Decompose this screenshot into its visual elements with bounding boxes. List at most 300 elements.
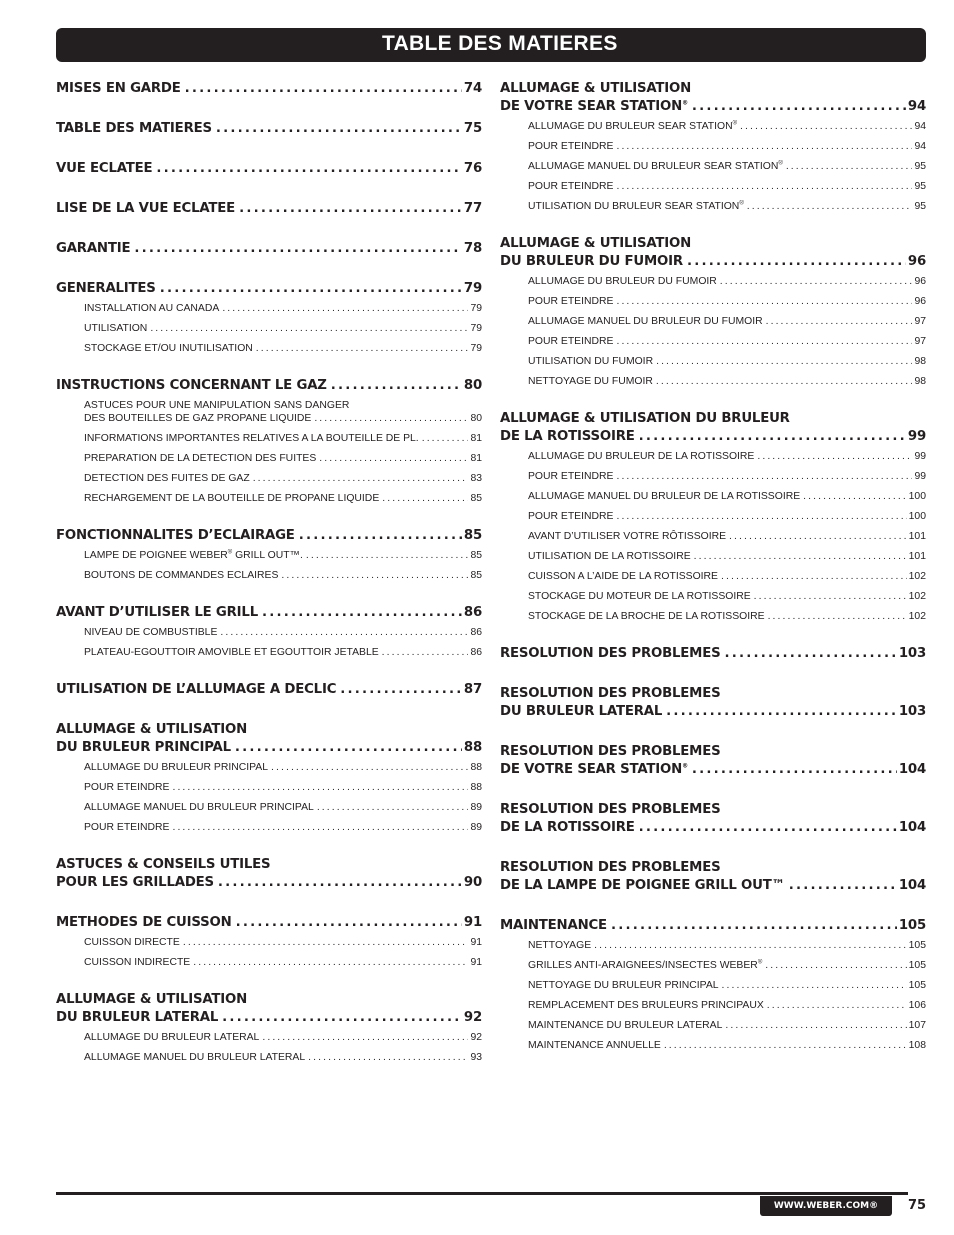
toc-heading-line: RESOLUTION DES PROBLEMES — [500, 686, 721, 701]
dot-leader — [616, 180, 912, 193]
dot-leader — [656, 375, 913, 388]
toc-section — [56, 991, 482, 1064]
toc-subentry-label — [84, 1031, 259, 1044]
toc-subentry[interactable] — [528, 1019, 926, 1032]
dot-leader — [172, 781, 468, 794]
toc-subentry-text: ALLUMAGE DU BRULEUR PRINCIPAL — [84, 762, 268, 773]
toc-page-number: 100 — [908, 511, 926, 522]
toc-page-number: 104 — [898, 820, 926, 835]
dot-leader — [692, 761, 897, 779]
registered-mark: ® — [739, 200, 744, 207]
toc-section — [500, 645, 926, 663]
toc-subentry-text: REMPLACEMENT DES BRULEURS PRINCIPAUX — [528, 1000, 764, 1011]
toc-subentry[interactable] — [528, 999, 926, 1012]
toc-page-number: 77 — [463, 201, 482, 216]
toc-subentry[interactable] — [528, 140, 926, 153]
toc-heading-label — [56, 527, 295, 545]
toc-page-number: 91 — [470, 957, 482, 968]
toc-subentry-label — [528, 510, 613, 523]
toc-heading[interactable] — [56, 240, 482, 258]
toc-subentry-label — [528, 959, 762, 972]
toc-subentry-label — [84, 821, 169, 834]
dot-leader — [262, 604, 462, 622]
dot-leader — [150, 322, 468, 335]
dot-leader — [692, 98, 906, 116]
toc-heading-text: DE LA ROTISSOIRE — [500, 820, 635, 835]
toc-page-number: 86 — [470, 647, 482, 658]
toc-page-number: 103 — [898, 646, 926, 661]
dot-leader — [218, 874, 462, 892]
toc-heading-text: RESOLUTION DES PROBLEMES — [500, 646, 721, 661]
dot-leader — [786, 160, 913, 173]
toc-section — [56, 527, 482, 582]
dot-leader — [220, 626, 468, 639]
toc-subentry-text: AVANT D’UTILISER VOTRE RÔTISSOIRE — [528, 531, 727, 542]
toc-subentry[interactable] — [528, 959, 926, 972]
toc-heading-text: DU BRULEUR DU FUMOIR — [500, 254, 683, 269]
dot-leader — [306, 549, 469, 562]
toc-page-number: 98 — [914, 356, 926, 367]
toc-heading[interactable] — [500, 253, 926, 271]
registered-mark: ® — [682, 762, 688, 770]
toc-heading[interactable] — [500, 98, 926, 116]
toc-heading-label — [56, 604, 258, 622]
dot-leader — [216, 120, 462, 138]
toc-page-number: 88 — [470, 782, 482, 793]
toc-subentry-label — [528, 140, 613, 153]
toc-subentry-label — [528, 979, 719, 992]
toc-page-number: 94 — [907, 99, 926, 114]
dot-leader — [616, 295, 912, 308]
toc-section — [56, 856, 482, 892]
toc-heading[interactable] — [56, 120, 482, 138]
toc-page-number: 92 — [470, 1032, 482, 1043]
toc-subentry[interactable] — [84, 761, 482, 774]
toc-subentry[interactable] — [528, 160, 926, 173]
toc-heading[interactable] — [500, 877, 926, 895]
dot-leader — [382, 646, 469, 659]
dot-leader — [134, 240, 462, 258]
toc-subentry[interactable] — [84, 1031, 482, 1044]
toc-subentry[interactable] — [84, 322, 482, 335]
dot-leader — [656, 355, 912, 368]
toc-page-number: 96 — [907, 254, 926, 269]
dot-leader — [281, 569, 468, 582]
toc-subentry-label — [528, 570, 718, 583]
dot-leader — [687, 253, 906, 271]
toc-subentry-text: RECHARGEMENT DE LA BOUTEILLE DE PROPANE LIQUIDE — [84, 493, 380, 504]
toc-subentry-text: LAMPE DE POIGNEE WEBER — [84, 550, 228, 561]
toc-heading[interactable] — [500, 645, 926, 663]
toc-subentry[interactable] — [528, 180, 926, 193]
toc-subentry-label — [84, 432, 419, 445]
toc-sublist — [84, 549, 482, 582]
toc-heading[interactable] — [500, 428, 926, 446]
dot-leader — [172, 821, 468, 834]
toc-subentry-label — [528, 295, 613, 308]
toc-subentry[interactable] — [528, 315, 926, 328]
toc-subentry[interactable] — [84, 549, 482, 562]
toc-sublist — [84, 1031, 482, 1064]
toc-page-number: 86 — [470, 627, 482, 638]
toc-heading-line: ALLUMAGE & UTILISATION — [56, 992, 248, 1007]
toc-section — [56, 240, 482, 258]
toc-page-number: 99 — [907, 429, 926, 444]
dot-leader — [236, 914, 462, 932]
toc-subentry[interactable] — [528, 550, 926, 563]
toc-subentry[interactable] — [84, 1051, 482, 1064]
toc-subentry[interactable] — [84, 956, 482, 969]
dot-leader — [616, 140, 912, 153]
toc-subentry[interactable] — [528, 979, 926, 992]
toc-subentry[interactable] — [84, 626, 482, 639]
toc-section — [500, 743, 926, 779]
toc-subentry[interactable] — [84, 646, 482, 659]
toc-subentry-label — [528, 355, 653, 368]
toc-subentry[interactable] — [528, 570, 926, 583]
toc-heading-line: RESOLUTION DES PROBLEMES — [500, 744, 721, 759]
toc-heading-line: ASTUCES & CONSEILS UTILES — [56, 857, 271, 872]
toc-subentry[interactable] — [528, 200, 926, 213]
toc-heading-label — [500, 877, 785, 895]
toc-subentry-text: NETTOYAGE — [528, 940, 592, 951]
toc-subentry-label — [528, 120, 737, 133]
toc-subentry[interactable] — [84, 302, 482, 315]
toc-heading[interactable] — [500, 819, 926, 837]
toc-subentry[interactable] — [84, 569, 482, 582]
toc-page-number: 78 — [463, 241, 482, 256]
toc-subentry[interactable] — [84, 821, 482, 834]
toc-section — [56, 721, 482, 834]
toc-subentry-label — [84, 472, 250, 485]
toc-subentry-text: ALLUMAGE DU BRULEUR DE LA ROTISSOIRE — [528, 451, 755, 462]
toc-page-number: 105 — [908, 940, 926, 951]
toc-section — [56, 80, 482, 98]
toc-page-number: 101 — [908, 551, 926, 562]
toc-page-number: 85 — [470, 570, 482, 581]
toc-page-number: 79 — [470, 323, 482, 334]
toc-heading[interactable] — [56, 739, 482, 757]
dot-leader — [222, 1009, 462, 1027]
dot-leader — [789, 877, 897, 895]
dot-leader — [616, 510, 906, 523]
toc-page-number: 97 — [914, 336, 926, 347]
toc-page-number: 106 — [908, 1000, 926, 1011]
toc-page-number: 80 — [463, 378, 482, 393]
toc-subentry-text: ALLUMAGE DU BRULEUR LATERAL — [84, 1032, 260, 1043]
toc-subentry-label — [84, 761, 268, 774]
toc-heading[interactable] — [56, 1009, 482, 1027]
dot-leader — [308, 1051, 468, 1064]
toc-subentry[interactable] — [84, 492, 482, 505]
toc-heading[interactable] — [56, 874, 482, 892]
toc-subentry-label — [528, 450, 754, 463]
toc-heading-text: TABLE DES MATIERES — [56, 121, 212, 136]
toc-page-number: 108 — [908, 1040, 926, 1051]
toc-heading-label — [500, 761, 688, 779]
toc-subentry[interactable] — [84, 432, 482, 445]
toc-subentry[interactable] — [528, 510, 926, 523]
dot-leader — [156, 160, 461, 178]
toc-page-number: 102 — [908, 611, 926, 622]
toc-subentry-label — [84, 569, 278, 582]
toc-page-number: 94 — [914, 121, 926, 132]
dot-leader — [720, 275, 913, 288]
toc-subentry[interactable] — [84, 412, 482, 425]
toc-subentry-text: NETTOYAGE DU BRULEUR PRINCIPAL — [528, 980, 719, 991]
toc-subentry-label — [84, 1051, 305, 1064]
toc-subentry-text: CUISSON INDIRECTE — [84, 957, 191, 968]
toc-sublist — [84, 936, 482, 969]
toc-heading-label — [500, 645, 720, 663]
toc-heading-text: GARANTIE — [56, 241, 131, 256]
dot-leader — [239, 200, 462, 218]
toc-heading-label — [500, 819, 635, 837]
toc-heading[interactable] — [56, 200, 482, 218]
dot-leader — [664, 1039, 907, 1052]
toc-subentry[interactable] — [528, 470, 926, 483]
toc-subentry-label — [84, 646, 379, 659]
toc-section — [500, 410, 926, 623]
toc-page-number: 95 — [914, 161, 926, 172]
dot-leader — [340, 681, 462, 699]
toc-heading[interactable] — [56, 160, 482, 178]
toc-heading-line: ALLUMAGE & UTILISATION — [500, 81, 692, 96]
dot-leader — [724, 645, 896, 663]
dot-leader — [616, 335, 912, 348]
dot-leader — [765, 959, 906, 972]
toc-subentry-label — [528, 315, 763, 328]
footer-url[interactable]: WWW.WEBER.COM® — [760, 1196, 892, 1216]
dot-leader — [725, 1019, 906, 1032]
dot-leader — [317, 801, 469, 814]
dot-leader — [183, 936, 469, 949]
toc-heading-text: DE LA LAMPE DE POIGNEE GRILL OUT™ — [500, 878, 785, 893]
toc-heading-text: GENERALITES — [56, 281, 156, 296]
toc-heading[interactable] — [56, 527, 482, 545]
toc-subentry[interactable] — [84, 452, 482, 465]
toc-section — [500, 917, 926, 1052]
dot-leader — [611, 917, 897, 935]
dot-leader — [193, 956, 468, 969]
toc-heading-label — [56, 1009, 218, 1027]
toc-heading-label — [56, 200, 235, 218]
toc-subentry-label — [528, 939, 591, 952]
toc-subentry-label — [528, 160, 783, 173]
registered-mark: ® — [682, 99, 688, 107]
toc-page-number: 88 — [463, 740, 482, 755]
toc-subentry[interactable] — [528, 335, 926, 348]
toc-heading[interactable] — [56, 377, 482, 395]
toc-heading[interactable] — [500, 917, 926, 935]
toc-page-number: 103 — [898, 704, 926, 719]
toc-heading-text: DU BRULEUR PRINCIPAL — [56, 740, 231, 755]
toc-subentry-text: INFORMATIONS IMPORTANTES RELATIVES A LA BOUTEILLE DE PL. — [84, 433, 419, 444]
toc-heading-text: DU BRULEUR LATERAL — [56, 1010, 219, 1025]
dot-leader — [767, 999, 907, 1012]
dot-leader — [616, 470, 912, 483]
toc-heading-text: MISES EN GARDE — [56, 81, 181, 96]
title-bar — [56, 28, 926, 62]
toc-subentry-text: POUR ETEINDRE — [528, 471, 614, 482]
toc-heading-text: INSTRUCTIONS CONCERNANT LE GAZ — [56, 378, 327, 393]
toc-subentry-text: POUR ETEINDRE — [528, 511, 614, 522]
toc-subentry[interactable] — [84, 781, 482, 794]
toc-heading[interactable] — [56, 914, 482, 932]
dot-leader — [721, 570, 907, 583]
toc-subentry[interactable] — [528, 490, 926, 503]
toc-subentry[interactable] — [528, 295, 926, 308]
toc-section — [56, 681, 482, 699]
toc-page-number: 95 — [914, 181, 926, 192]
toc-subentry-label — [84, 412, 311, 425]
toc-subentry-label — [84, 302, 219, 315]
toc-section — [500, 801, 926, 837]
toc-subentry[interactable] — [84, 936, 482, 949]
toc-subentry-text: UTILISATION DU BRULEUR SEAR STATION — [528, 201, 740, 212]
toc-heading-label — [56, 120, 212, 138]
toc-heading[interactable] — [500, 703, 926, 721]
toc-section — [56, 120, 482, 138]
dot-leader — [160, 280, 462, 298]
toc-subentry-label — [528, 1019, 722, 1032]
toc-subentry[interactable] — [84, 342, 482, 355]
toc-sublist — [84, 626, 482, 659]
toc-page-number: 96 — [914, 276, 926, 287]
toc-subentry-label — [84, 492, 379, 505]
toc-subentry-text: ALLUMAGE MANUEL DU BRULEUR DE LA ROTISSOIRE — [528, 491, 801, 502]
toc-subentry[interactable] — [528, 1039, 926, 1052]
toc-heading-text: DE VOTRE SEAR STATION — [500, 762, 683, 777]
toc-subentry-text: ALLUMAGE MANUEL DU BRULEUR PRINCIPAL — [84, 802, 314, 813]
toc-page-number: 81 — [470, 433, 482, 444]
toc-subentry[interactable] — [528, 450, 926, 463]
toc-page-number: 79 — [463, 281, 482, 296]
toc-sublist — [528, 450, 926, 623]
toc-subentry-label — [84, 452, 316, 465]
dot-leader — [754, 590, 907, 603]
toc-subentry[interactable] — [84, 801, 482, 814]
registered-mark: ® — [227, 549, 233, 556]
toc-subentry[interactable] — [528, 530, 926, 543]
toc-subentry[interactable] — [528, 590, 926, 603]
toc-subentry-text: STOCKAGE ET/OU INUTILISATION — [84, 343, 253, 354]
dot-leader — [803, 490, 907, 503]
toc-subentry[interactable] — [528, 355, 926, 368]
toc-section — [500, 685, 926, 721]
toc-subentry-label — [84, 549, 303, 562]
dot-leader — [256, 342, 469, 355]
dot-leader — [319, 452, 468, 465]
dot-leader — [666, 703, 897, 721]
toc-subentry-text: UTILISATION DE LA ROTISSOIRE — [528, 551, 691, 562]
dot-leader — [382, 492, 468, 505]
toc-subentry-label — [84, 342, 253, 355]
toc-heading-line: ALLUMAGE & UTILISATION DU BRULEUR — [500, 411, 790, 426]
toc-heading[interactable] — [56, 681, 482, 699]
toc-page-number: 80 — [470, 413, 482, 424]
toc-page-number: 92 — [463, 1010, 482, 1025]
toc-page-number: 81 — [470, 453, 482, 464]
toc-subentry-text: GRILL OUT™. — [232, 550, 303, 561]
toc-subentry-text: ALLUMAGE MANUEL DU BRULEUR DU FUMOIR — [528, 316, 763, 327]
toc-heading-label — [500, 253, 683, 271]
toc-subentry — [84, 399, 482, 425]
toc-section — [56, 377, 482, 505]
toc-heading-line: RESOLUTION DES PROBLEMES — [500, 802, 721, 817]
toc-heading-text: LISE DE LA VUE ECLATEE — [56, 201, 236, 216]
toc-subentry[interactable] — [528, 120, 926, 133]
toc-subentry-label — [528, 200, 744, 213]
toc-subentry-text: CUISSON DIRECTE — [84, 937, 180, 948]
toc-subentry-label — [528, 470, 613, 483]
toc-subentry[interactable] — [528, 939, 926, 952]
toc-page-number: 88 — [470, 762, 482, 773]
toc-heading-label — [56, 160, 152, 178]
toc-sublist — [528, 275, 926, 388]
toc-heading[interactable] — [500, 761, 926, 779]
toc-page-number: 89 — [470, 802, 482, 813]
toc-page-number: 74 — [463, 81, 482, 96]
toc-subentry-label — [528, 590, 751, 603]
dot-leader — [299, 527, 462, 545]
toc-sublist — [84, 302, 482, 355]
toc-section — [500, 80, 926, 213]
toc-subentry-text: NETTOYAGE DU FUMOIR — [528, 376, 653, 387]
dot-leader — [740, 120, 912, 133]
dot-leader — [185, 80, 462, 98]
toc-page-number: 83 — [470, 473, 482, 484]
toc-subentry-text: STOCKAGE DU MOTEUR DE LA ROTISSOIRE — [528, 591, 751, 602]
toc-section — [56, 280, 482, 355]
page-title: TABLE DES MATIERES — [382, 32, 618, 55]
dot-leader — [722, 979, 907, 992]
toc-heading[interactable] — [56, 604, 482, 622]
dot-leader — [235, 739, 462, 757]
toc-subentry-text: POUR ETEINDRE — [84, 822, 170, 833]
toc-section — [56, 200, 482, 218]
toc-page-number: 101 — [908, 531, 926, 542]
toc-page-number: 87 — [463, 682, 482, 697]
toc-subentry[interactable] — [84, 472, 482, 485]
toc-heading-text: DU BRULEUR LATERAL — [500, 704, 663, 719]
toc-heading-label — [56, 377, 327, 395]
toc-sublist — [528, 120, 926, 213]
toc-page-number: 102 — [908, 591, 926, 602]
dot-leader — [639, 428, 906, 446]
toc-subentry[interactable] — [528, 375, 926, 388]
dot-leader — [747, 200, 913, 213]
toc-subentry-text: CUISSON A L’AIDE DE LA ROTISSOIRE — [528, 571, 718, 582]
toc-heading[interactable] — [56, 280, 482, 298]
toc-page-number: 85 — [463, 528, 482, 543]
toc-subentry-label — [528, 999, 764, 1012]
toc-subentry-text: POUR ETEINDRE — [84, 782, 170, 793]
toc-heading[interactable] — [56, 80, 482, 98]
toc-subentry-text: PLATEAU-EGOUTTOIR AMOVIBLE ET EGOUTTOIR JETABLE — [84, 647, 379, 658]
toc-subentry-text: DES BOUTEILLES DE GAZ PROPANE LIQUIDE — [84, 413, 312, 424]
toc-page-number: 91 — [470, 937, 482, 948]
toc-page-number: 105 — [898, 918, 926, 933]
toc-page-number: 102 — [908, 571, 926, 582]
toc-subentry[interactable] — [528, 275, 926, 288]
toc-subentry-text: GRILLES ANTI-ARAIGNEES/INSECTES WEBER — [528, 960, 758, 971]
toc-heading-label — [56, 914, 232, 932]
toc-subentry-text: BOUTONS DE COMMANDES ECLAIRES — [84, 570, 279, 581]
toc-subentry-label — [528, 550, 691, 563]
toc-subentry[interactable] — [528, 610, 926, 623]
toc-page-number: 97 — [914, 316, 926, 327]
